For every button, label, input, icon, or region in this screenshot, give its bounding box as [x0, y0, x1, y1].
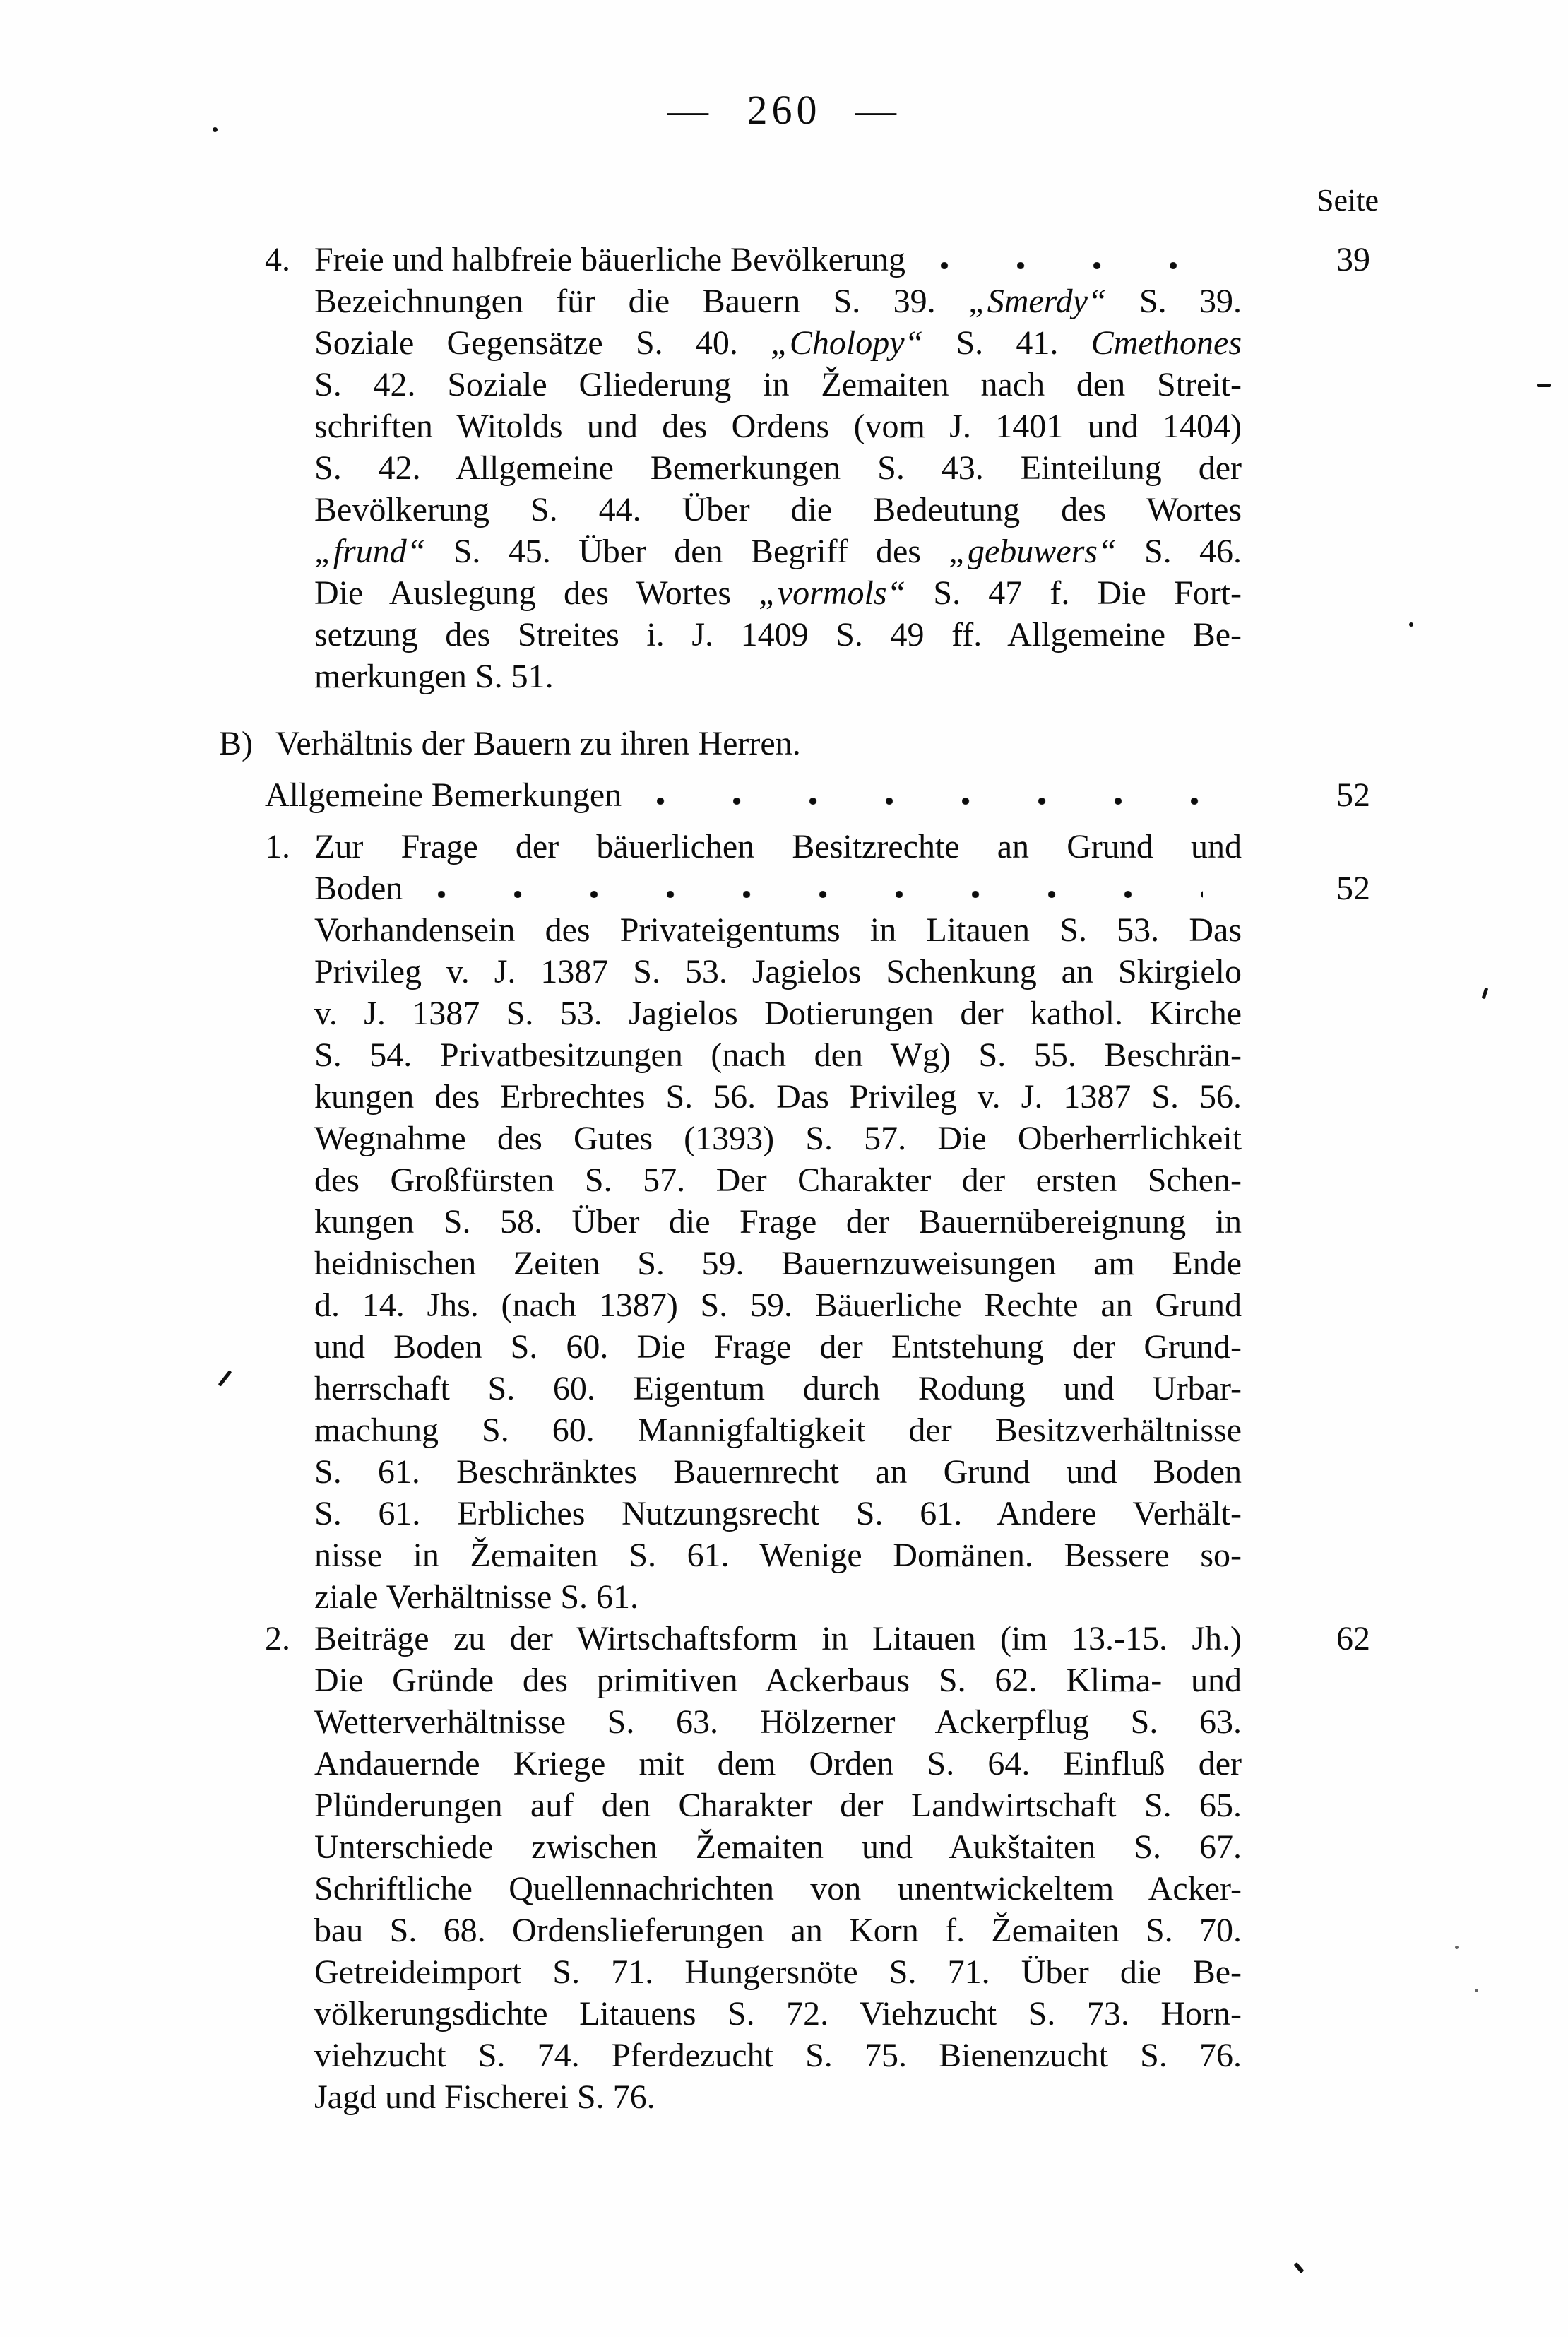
toc-entry-marker: 1. — [265, 828, 290, 865]
toc-line — [0, 1534, 1568, 1576]
toc-line — [0, 774, 1568, 816]
toc-line-text: Freie und halbfreie bäuerliche Bevölkerung — [314, 239, 1242, 280]
toc-line — [0, 1243, 1568, 1284]
toc-line-text: machung S. 60. Mannigfaltigkeit der Besitzverhältnisse — [314, 1412, 1242, 1449]
toc-line-text: Privileg v. J. 1387 S. 53. Jagielos Schenkung an Skirgielo — [314, 953, 1242, 990]
toc-line-text: Jagd und Fischerei S. 76. — [314, 2078, 655, 2116]
toc-line-text: S. 61. Beschränktes Bauernrecht an Grund und Boden — [314, 1453, 1242, 1491]
toc-line-text: viehzucht S. 74. Pferdezucht S. 75. Bienenzucht S. 76. — [314, 2037, 1242, 2074]
toc-line-text: Verhältnis der Bauern zu ihren Herren. — [275, 725, 801, 762]
ink-speck — [1475, 1989, 1478, 1992]
toc-line-text: Getreideimport S. 71. Hungersnöte S. 71. Über die Be- — [314, 1953, 1242, 1991]
toc-line-text: des Großfürsten S. 57. Der Charakter der ersten Schen- — [314, 1161, 1242, 1199]
toc-line-text: ziale Verhältnisse S. 61. — [314, 1578, 639, 1616]
toc-line — [0, 1618, 1568, 1659]
toc-line-text: Bevölkerung S. 44. Über die Bedeutung des Wortes — [314, 491, 1242, 528]
toc-line — [0, 1659, 1568, 1701]
toc-line-text: schriften Witolds und des Ordens (vom J. 1401 und 1404) — [314, 408, 1242, 445]
page-number-ref: 39 — [1336, 241, 1370, 278]
dot-leader — [643, 774, 1203, 816]
toc-line — [0, 1910, 1568, 1951]
toc-line-text: Die Auslegung des Wortes „vormols“ S. 47 f. Die Fort- — [314, 574, 1242, 612]
toc-line-text: merkungen S. 51. — [314, 658, 554, 695]
toc-line — [0, 993, 1568, 1034]
toc-line-text: Wetterverhältnisse S. 63. Hölzerner Ackerpflug S. 63. — [314, 1703, 1242, 1741]
toc-line — [0, 1785, 1568, 1826]
toc-line — [0, 1326, 1568, 1368]
toc-line — [0, 1701, 1568, 1743]
toc-line — [0, 1951, 1568, 1993]
toc-line — [0, 2076, 1568, 2118]
toc-line-text: S. 42. Allgemeine Bemerkungen S. 43. Einteilung der — [314, 449, 1242, 487]
toc-line — [0, 572, 1568, 614]
toc-line — [0, 280, 1568, 322]
toc-entry-marker: B) — [219, 725, 253, 762]
toc-line — [0, 1201, 1568, 1243]
toc-line-text: S. 54. Privatbesitzungen (nach den Wg) S. 55. Beschrän- — [314, 1036, 1242, 1074]
toc-line-text: Zur Frage der bäuerlichen Besitzrechte an Grund und — [314, 828, 1242, 865]
toc-line-text: Vorhandensein des Privateigentums in Litauen S. 53. Das — [314, 911, 1242, 949]
toc-entry-marker: 2. — [265, 1620, 290, 1657]
toc-line-text: bau S. 68. Ordenslieferungen an Korn f. Žemaiten S. 70. — [314, 1912, 1242, 1949]
dot-leader — [927, 239, 1203, 280]
toc-line — [0, 1159, 1568, 1201]
table-of-contents — [0, 239, 1568, 2118]
ink-speck — [1537, 384, 1551, 387]
toc-line — [0, 239, 1568, 280]
toc-line-text: Soziale Gegensätze S. 40. „Cholopy“ S. 41. Cmethones — [314, 324, 1242, 362]
toc-line — [0, 406, 1568, 447]
toc-line — [0, 1826, 1568, 1868]
toc-line-text: herrschaft S. 60. Eigentum durch Rodung und Urbar- — [314, 1370, 1242, 1407]
toc-line — [0, 1451, 1568, 1493]
toc-line — [0, 1034, 1568, 1076]
ink-speck — [1294, 2262, 1305, 2273]
toc-line — [0, 2035, 1568, 2076]
toc-line — [0, 1118, 1568, 1159]
ink-speck — [213, 127, 218, 132]
toc-line — [0, 1868, 1568, 1910]
toc-line — [0, 826, 1568, 868]
page-number-ref: 52 — [1336, 870, 1370, 907]
toc-line-text: v. J. 1387 S. 53. Jagielos Dotierungen der kathol. Kirche — [314, 995, 1242, 1032]
ink-speck — [1455, 1946, 1459, 1949]
ink-speck — [1409, 622, 1413, 627]
toc-line-text: heidnischen Zeiten S. 59. Bauernzuweisungen am Ende — [314, 1245, 1242, 1282]
page-number-ref: 52 — [1336, 776, 1370, 814]
dot-leader — [424, 868, 1203, 909]
toc-line-text: Wegnahme des Gutes (1393) S. 57. Die Oberherrlichkeit — [314, 1120, 1242, 1157]
toc-line-text: Plünderungen auf den Charakter der Landwirtschaft S. 65. — [314, 1787, 1242, 1824]
toc-line — [0, 1993, 1568, 2035]
toc-line — [0, 656, 1568, 697]
toc-line — [0, 868, 1568, 909]
toc-line-text: „frund“ S. 45. Über den Begriff des „gebuwers“ S. 46. — [314, 533, 1242, 570]
toc-line-text: setzung des Streites i. J. 1409 S. 49 ff. Allgemeine Be- — [314, 616, 1242, 653]
toc-line — [0, 322, 1568, 364]
toc-line-text: Bezeichnungen für die Bauern S. 39. „Smerdy“ S. 39. — [314, 283, 1242, 320]
page-number-ref: 62 — [1336, 1620, 1370, 1657]
toc-line-text: völkerungsdichte Litauens S. 72. Viehzucht S. 73. Horn- — [314, 1995, 1242, 2033]
toc-line — [0, 1409, 1568, 1451]
toc-line — [0, 1368, 1568, 1409]
toc-line-text: Beiträge zu der Wirtschaftsform in Litauen (im 13.-15. Jh.) — [314, 1620, 1242, 1657]
toc-line-text: S. 42. Soziale Gliederung in Žemaiten nach den Streit- — [314, 366, 1242, 403]
toc-line — [0, 1076, 1568, 1118]
toc-line-text: Boden — [314, 868, 1242, 909]
toc-line-text: Die Gründe des primitiven Ackerbaus S. 62. Klima- und — [314, 1662, 1242, 1699]
toc-line — [0, 909, 1568, 951]
toc-line — [0, 531, 1568, 572]
toc-line-text: nisse in Žemaiten S. 61. Wenige Domänen. Bessere so- — [314, 1537, 1242, 1574]
toc-line-text: Unterschiede zwischen Žemaiten und Aukštaiten S. 67. — [314, 1828, 1242, 1866]
toc-line — [0, 951, 1568, 993]
toc-line — [0, 723, 1568, 764]
toc-line — [0, 447, 1568, 489]
toc-entry-marker: 4. — [265, 241, 290, 278]
toc-line-text: kungen S. 58. Über die Frage der Bauernübereignung in — [314, 1203, 1242, 1241]
toc-line-text: Allgemeine Bemerkungen — [265, 774, 1242, 816]
toc-line — [0, 1284, 1568, 1326]
toc-line — [0, 489, 1568, 531]
toc-line — [0, 364, 1568, 406]
toc-line — [0, 1743, 1568, 1785]
column-header-seite: Seite — [1317, 183, 1379, 218]
toc-line — [0, 1493, 1568, 1534]
toc-line-text: kungen des Erbrechtes S. 56. Das Privileg v. J. 1387 S. 56. — [314, 1078, 1242, 1116]
toc-line-text: d. 14. Jhs. (nach 1387) S. 59. Bäuerliche Rechte an Grund — [314, 1286, 1242, 1324]
toc-line-text: und Boden S. 60. Die Frage der Entstehung der Grund- — [314, 1328, 1242, 1366]
running-head-page-number: — 260 — — [667, 87, 901, 133]
toc-line-text: S. 61. Erbliches Nutzungsrecht S. 61. Andere Verhält- — [314, 1495, 1242, 1532]
toc-line-text: Andauernde Kriege mit dem Orden S. 64. Einfluß der — [314, 1745, 1242, 1782]
toc-line — [0, 1576, 1568, 1618]
toc-line — [0, 614, 1568, 656]
toc-line-text: Schriftliche Quellennachrichten von unentwickeltem Acker- — [314, 1870, 1242, 1907]
